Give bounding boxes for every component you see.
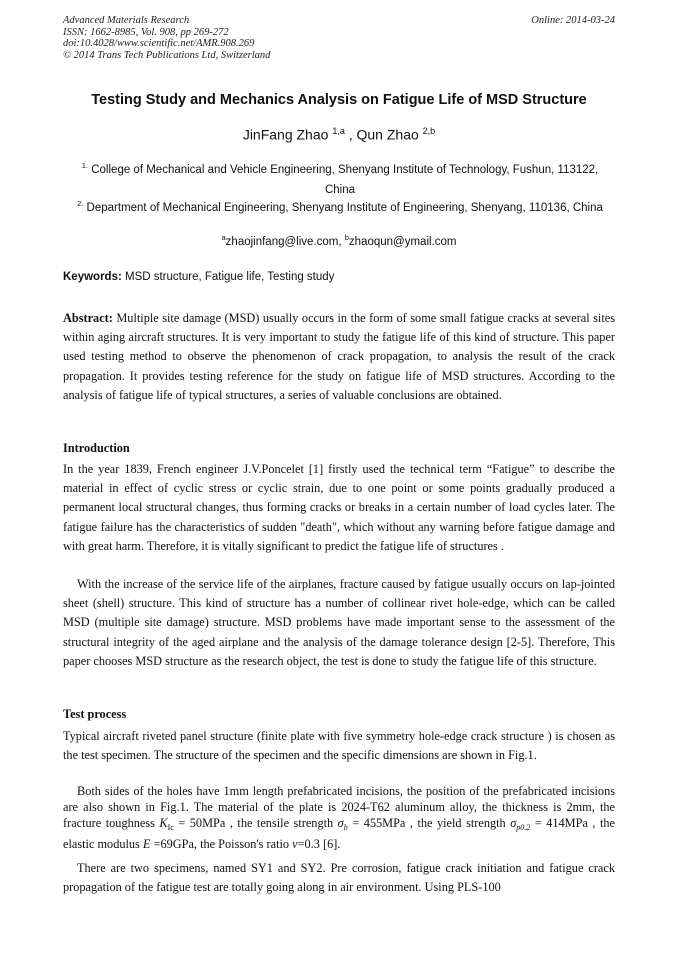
material-text-a: Both sides of the holes have 1mm length prefabricated incisions, the position of the prefabricated incisions are also shown in Fig.1. The material of the plate is 2024-T62 aluminum alloy, the thickness is 2mm, the fracture toughness (63, 784, 615, 830)
email-a-mark: a (221, 233, 226, 242)
abstract-label: Abstract: (63, 311, 113, 325)
sigma-b-subscript: b (343, 823, 348, 832)
k-value: = 50MPa (173, 816, 226, 830)
material-text-b: , the tensile strength (225, 816, 338, 830)
sigma-p-subscript: p0.2 (516, 823, 531, 832)
affiliation-1-text: College of Mechanical and Vehicle Engineering, Shenyang Institute of Technology, Fushun, 113122, China (91, 163, 599, 196)
journal-name: Advanced Materials Research (63, 15, 190, 26)
test-process-paragraph-2 (63, 783, 615, 852)
nu-symbol: v (292, 837, 298, 851)
online-date: Online: 2014-03-24 (531, 15, 615, 26)
sigma-b-symbol: σ (337, 816, 344, 830)
test-process-paragraph-1: Typical aircraft riveted panel structure (finite plate with five symmetry hole-edge crack structure ) is chosen as the test specimen. The structure of the specimen and the specific dimensions are shown in Fig.1. (63, 729, 615, 763)
author-line (0, 126, 678, 143)
keywords-text: MSD structure, Fatigue life, Testing study (121, 271, 335, 283)
doi-line: doi:10.4028/www.scientific.net/AMR.908.269 (63, 38, 255, 49)
k-subscript: Ic (167, 823, 174, 832)
affiliation-2-mark: 2. (77, 199, 84, 208)
material-text-d: , the elastic modulus (63, 816, 616, 851)
author-1-name: JinFang Zhao (242, 126, 329, 143)
author-separator: , (344, 126, 357, 143)
test-process-paragraph-3: There are two specimens, named SY1 and SY2. Pre corrosion, fatigue crack initiation and fatigue crack propagation of the fatigue test are totally going along in air environment. Using PLS-100 (63, 861, 615, 895)
introduction-paragraph-2: With the increase of the service life of the airplanes, fracture caused by fatigue usually occurs on lap-jointed sheet (shell) structure. This kind of structure has a number of collinear rivet hole-edge, which can be called MSD (multiple site damage) structure. MSD problems have made important sense to the assessment of the structural integrity of the aged airplane and the analysis of the damage tolerance design [2-5]. Therefore, This paper chooses MSD structure as the research object, the test is done to study the fatigue life of this structure. (63, 577, 615, 668)
introduction-heading: Introduction (63, 441, 130, 455)
abstract (63, 309, 615, 405)
affiliation-1-mark: 1. (81, 161, 89, 170)
keywords-label: Keywords: (63, 271, 122, 283)
journal-header (63, 15, 615, 61)
material-text-c: , the yield strength (405, 816, 511, 830)
affiliation-2-text: Department of Mechanical Engineering, Shenyang Institute of Engineering, Shenyang, 110136, China (86, 201, 603, 214)
email-b-mark: b (344, 233, 349, 242)
email-a[interactable]: zhaojinfang@live.com, (225, 235, 345, 248)
issn-line: ISSN: 1662-8985, Vol. 908, pp 269-272 (63, 26, 229, 38)
author-2-name: Qun Zhao (356, 126, 419, 143)
e-value: =69GPa, the Poisson's ratio (150, 837, 293, 851)
email-line (0, 233, 678, 248)
email-b[interactable]: zhaoqun@ymail.com (348, 235, 457, 248)
author-2-superscript: 2,b (422, 126, 436, 136)
author-1-superscript: 1,a (332, 126, 345, 136)
sigma-p-value: = 414MPa (530, 816, 588, 830)
introduction-paragraph-1: In the year 1839, French engineer J.V.Poncelet [1] firstly used the technical term “Fatigue” to describe the material in effect of cyclic stress or cyclic strain, due to one point or some points gradually produced a permanent local structural changes, thus forming cracks or breaks in a certain number of load cycles later. The fatigue failure has the characteristics of sudden "death", which without any warning before fatigue damage and with great harm. Therefore, it is vitally significant to predict the fatigue life of structures . (63, 462, 615, 553)
affiliation-2 (70, 194, 610, 218)
paper-title: Testing Study and Mechanics Analysis on Fatigue Life of MSD Structure (91, 92, 587, 108)
abstract-text: Multiple site damage (MSD) usually occurs in the form of some small fatigue cracks at several sites within aging aircraft structures. It is very important to study the fatigue life of this kind of structure. This paper used testing method to observe the phenomenon of crack propagation, to analysis the result of the crack propagation. It provides testing reference for the study on fatigue life of MSD structures. According to the analysis of fatigue life of typical structures, a series of valuable conclusions are obtained. (63, 311, 615, 402)
sigma-p-symbol: σ (510, 816, 517, 830)
nu-value: =0.3 [6]. (297, 837, 341, 851)
sigma-b-value: = 455MPa (347, 816, 406, 830)
test-process-heading: Test process (63, 707, 127, 721)
e-symbol: E (142, 837, 151, 851)
keywords (63, 271, 615, 283)
copyright-line: © 2014 Trans Tech Publications Ltd, Switzerland (63, 49, 271, 61)
k-symbol: K (159, 816, 168, 830)
